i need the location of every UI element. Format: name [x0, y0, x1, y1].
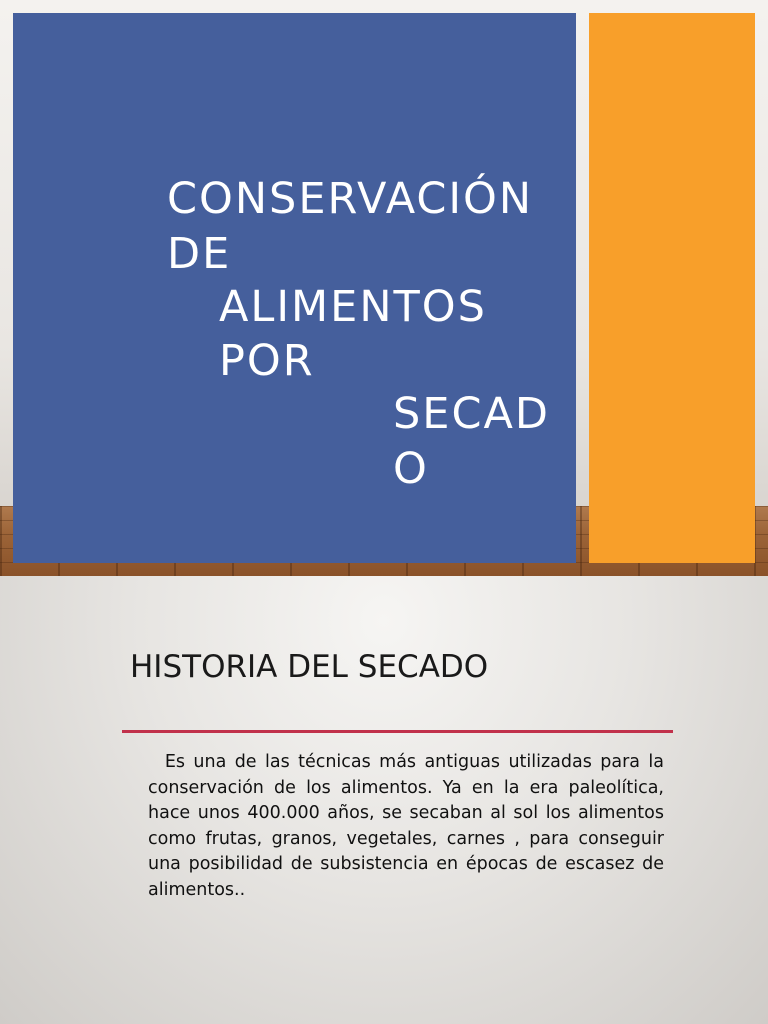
heading-divider — [122, 730, 673, 733]
title-line-2: DE — [167, 229, 232, 279]
slide-heading: HISTORIA DEL SECADO — [130, 649, 489, 685]
history-slide — [0, 576, 768, 1024]
body-paragraph-text: Es una de las técnicas más antiguas utilizadas para la conservación de los alimentos. Ya en la era paleolítica, hace unos 400.000 años, se secaban al sol los alimentos como frutas, granos, vegetales, carnes , para conseguir una posibilidad de subsistencia en épocas de escasez de alimentos.. — [148, 752, 664, 900]
title-line-1: CONSERVACIÓN — [167, 174, 534, 224]
title-line-3: ALIMENTOS — [219, 282, 487, 332]
blue-title-panel — [13, 13, 576, 563]
orange-accent-panel — [589, 13, 755, 563]
title-line-4: POR — [219, 336, 315, 386]
body-paragraph — [148, 750, 664, 903]
title-line-5: SECAD — [393, 389, 551, 439]
title-line-6: O — [393, 444, 429, 494]
